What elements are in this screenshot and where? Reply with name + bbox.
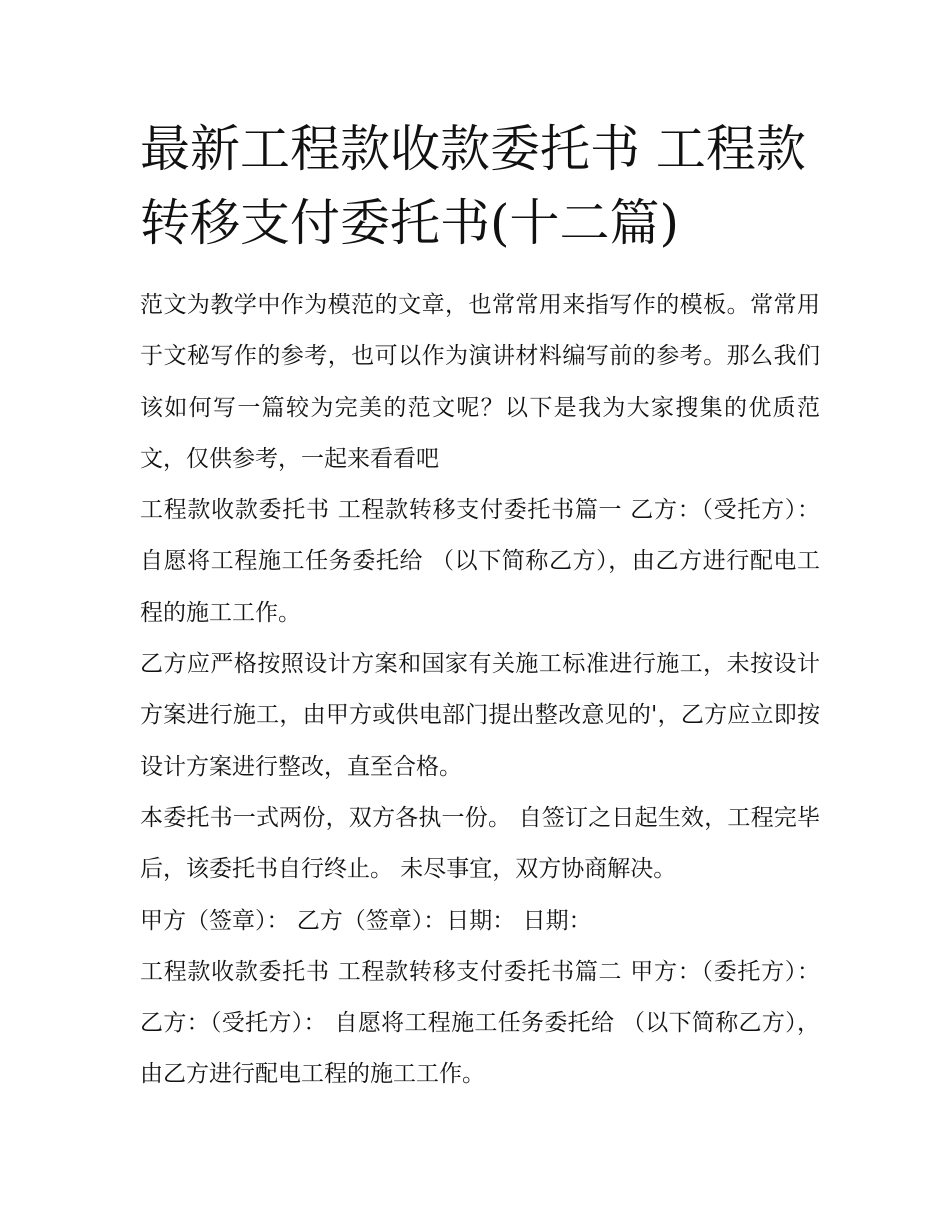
document-body: [140, 280, 820, 1101]
validity-paragraph: 本委托书一式两份，双方各执一份。 自签订之日起生效，工程完毕后，该委托书自行终止。 未尽事宜，双方协商解决。: [140, 804, 820, 883]
document-title: 最新工程款收款委托书 工程款转移支付委托书(十二篇): [140, 120, 806, 252]
construction-requirements-paragraph: 乙方应严格按照设计方案和国家有关施工标准进行施工，未按设计方案进行施工，由甲方或供电部门提出整改意见的'，乙方应立即按设计方案进行整改，直至合格。: [140, 651, 820, 780]
signature-line: 甲方（签章）： 乙方（签章）：日期： 日期：: [140, 907, 592, 934]
intro-paragraph: 范文为教学中作为模范的文章，也常常用来指写作的模板。常常用于文秘写作的参考，也可以作为演讲材料编写前的参考。那么我们该如何写一篇较为完美的范文呢？以下是我为大家搜集的优质范文，仅供参考，一起来看看吧: [140, 292, 820, 472]
section-one-paragraph: 工程款收款委托书 工程款转移支付委托书篇一 乙方：（受托方）： 自愿将工程施工任务委托给 （以下简称乙方），由乙方进行配电工程的施工工作。: [140, 497, 820, 626]
section-two-paragraph: 工程款收款委托书 工程款转移支付委托书篇二 甲方：（委托方）： 乙方：（受托方）： 自愿将工程施工任务委托给 （以下简称乙方），由乙方进行配电工程的施工工作。: [140, 958, 820, 1088]
